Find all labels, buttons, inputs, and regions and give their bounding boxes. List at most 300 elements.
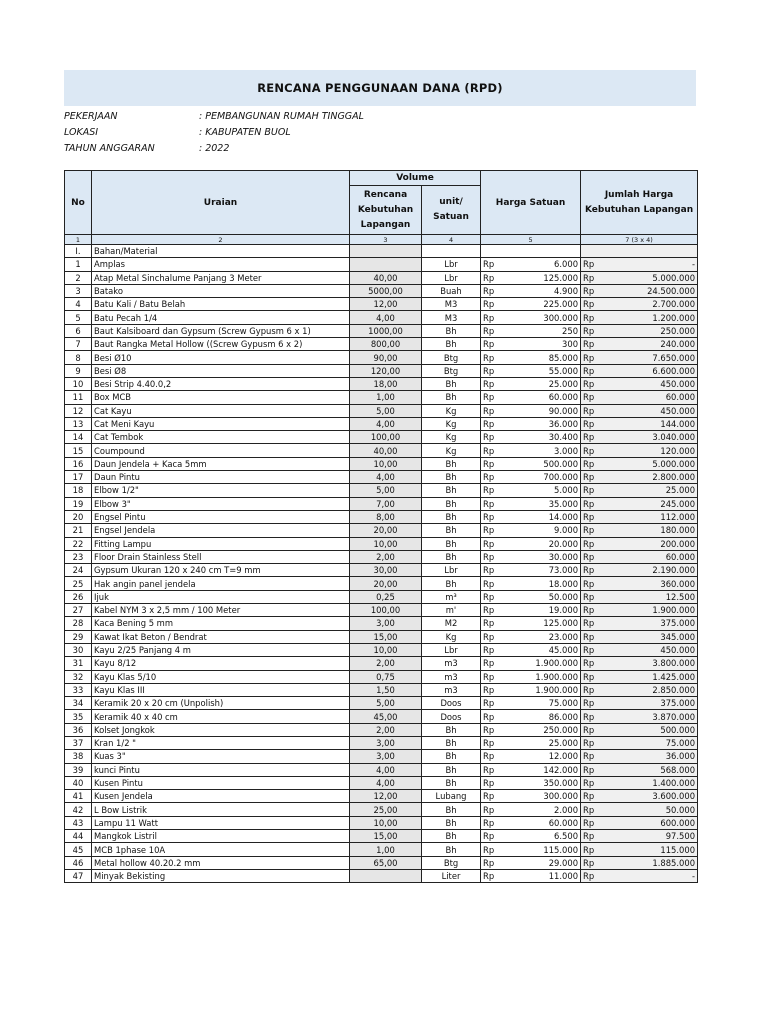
item-no: 21 (65, 524, 92, 537)
item-description: Fitting Lampu (92, 537, 350, 550)
section-row (65, 245, 698, 258)
unit-price: 50.000 (503, 590, 581, 603)
item-description: Batu Kali / Batu Belah (92, 298, 350, 311)
unit-price: 86.000 (503, 710, 581, 723)
price-currency: Rp (481, 564, 503, 577)
item-quantity: 5,00 (350, 404, 422, 417)
header-unit-satuan: unit/ Satuan (422, 186, 481, 235)
total-currency: Rp (581, 590, 603, 603)
total-currency: Rp (581, 391, 603, 404)
document-title: RENCANA PENGGUNAAN DANA (RPD) (257, 81, 503, 95)
item-quantity: 3,00 (350, 736, 422, 749)
unit-price: 300.000 (503, 790, 581, 803)
total-price: 60.000 (603, 391, 698, 404)
item-unit: Bh (422, 550, 481, 563)
price-currency: Rp (481, 377, 503, 390)
item-unit: Lbr (422, 271, 481, 284)
item-no: 10 (65, 377, 92, 390)
table-row (65, 537, 698, 550)
item-description: Atap Metal Sinchalume Panjang 3 Meter (92, 271, 350, 284)
price-currency: Rp (481, 431, 503, 444)
total-price: 50.000 (603, 803, 698, 816)
total-currency: Rp (581, 830, 603, 843)
meta-value: : 2022 (199, 142, 230, 154)
total-currency: Rp (581, 670, 603, 683)
item-description: Keramik 40 x 40 cm (92, 710, 350, 723)
total-price: 5.000.000 (603, 271, 698, 284)
item-description: kunci Pintu (92, 763, 350, 776)
item-quantity (350, 258, 422, 271)
unit-price: 36.000 (503, 417, 581, 430)
unit-price: 20.000 (503, 537, 581, 550)
item-quantity: 4,00 (350, 763, 422, 776)
item-quantity: 2,00 (350, 550, 422, 563)
item-unit: Kg (422, 431, 481, 444)
unit-price: 125.000 (503, 617, 581, 630)
table-row (65, 683, 698, 696)
item-quantity: 10,00 (350, 537, 422, 550)
item-no: 31 (65, 657, 92, 670)
total-price: 115.000 (603, 843, 698, 856)
header-no: No (65, 171, 92, 235)
total-price: 568.000 (603, 763, 698, 776)
empty-cell (481, 245, 503, 258)
item-no: 17 (65, 471, 92, 484)
item-unit: Bh (422, 776, 481, 789)
item-no: 35 (65, 710, 92, 723)
table-row (65, 497, 698, 510)
total-currency: Rp (581, 816, 603, 829)
table-row (65, 404, 698, 417)
item-quantity: 0,75 (350, 670, 422, 683)
table-row (65, 736, 698, 749)
table-row (65, 298, 698, 311)
total-currency: Rp (581, 497, 603, 510)
total-currency: Rp (581, 550, 603, 563)
section-label: Bahan/Material (92, 245, 350, 258)
item-no: 15 (65, 444, 92, 457)
item-quantity: 25,00 (350, 803, 422, 816)
item-description: Kayu Klas III (92, 683, 350, 696)
unit-price: 23.000 (503, 630, 581, 643)
table-header (65, 171, 698, 245)
price-currency: Rp (481, 324, 503, 337)
item-quantity: 4,00 (350, 311, 422, 324)
unit-price: 25.000 (503, 377, 581, 390)
price-currency: Rp (481, 643, 503, 656)
price-currency: Rp (481, 803, 503, 816)
item-quantity: 1,00 (350, 391, 422, 404)
price-currency: Rp (481, 604, 503, 617)
item-description: Cat Meni Kayu (92, 417, 350, 430)
price-currency: Rp (481, 590, 503, 603)
table-row (65, 723, 698, 736)
total-price: 3.040.000 (603, 431, 698, 444)
total-currency: Rp (581, 776, 603, 789)
price-currency: Rp (481, 497, 503, 510)
item-description: Batako (92, 284, 350, 297)
item-quantity: 100,00 (350, 604, 422, 617)
item-quantity: 40,00 (350, 444, 422, 457)
total-currency: Rp (581, 444, 603, 457)
table-row (65, 564, 698, 577)
unit-price: 19.000 (503, 604, 581, 617)
price-currency: Rp (481, 830, 503, 843)
unit-price: 25.000 (503, 736, 581, 749)
item-quantity: 3,00 (350, 617, 422, 630)
meta-label: TAHUN ANGGARAN (64, 142, 155, 154)
unit-price: 3.000 (503, 444, 581, 457)
price-currency: Rp (481, 763, 503, 776)
total-price: 200.000 (603, 537, 698, 550)
table-row (65, 324, 698, 337)
price-currency: Rp (481, 537, 503, 550)
total-price: 2.700.000 (603, 298, 698, 311)
item-unit: Doos (422, 710, 481, 723)
table-row (65, 471, 698, 484)
item-description: Coumpound (92, 444, 350, 457)
unit-price: 18.000 (503, 577, 581, 590)
item-quantity (350, 869, 422, 882)
item-quantity: 65,00 (350, 856, 422, 869)
item-no: 41 (65, 790, 92, 803)
unit-price: 225.000 (503, 298, 581, 311)
total-currency: Rp (581, 324, 603, 337)
item-no: 19 (65, 497, 92, 510)
item-unit: m3 (422, 657, 481, 670)
total-currency: Rp (581, 843, 603, 856)
price-currency: Rp (481, 417, 503, 430)
unit-price: 60.000 (503, 391, 581, 404)
table-row (65, 630, 698, 643)
unit-price: 12.000 (503, 750, 581, 763)
total-currency: Rp (581, 284, 603, 297)
item-no: 47 (65, 869, 92, 882)
item-description: Besi Ø10 (92, 351, 350, 364)
total-price: 245.000 (603, 497, 698, 510)
item-no: 13 (65, 417, 92, 430)
total-price: 60.000 (603, 550, 698, 563)
table-row (65, 271, 698, 284)
table-row (65, 830, 698, 843)
total-price: 1.885.000 (603, 856, 698, 869)
table-row (65, 843, 698, 856)
header-uraian: Uraian (92, 171, 350, 235)
total-price: 2.800.000 (603, 471, 698, 484)
table-row (65, 377, 698, 390)
item-unit: Bh (422, 391, 481, 404)
total-currency: Rp (581, 710, 603, 723)
table-row (65, 484, 698, 497)
total-currency: Rp (581, 351, 603, 364)
total-price: 36.000 (603, 750, 698, 763)
table-row (65, 816, 698, 829)
item-description: Besi Strip 4.40.0,2 (92, 377, 350, 390)
table-row (65, 617, 698, 630)
price-currency: Rp (481, 284, 503, 297)
item-unit: Bh (422, 471, 481, 484)
item-no: 8 (65, 351, 92, 364)
price-currency: Rp (481, 404, 503, 417)
item-unit: Doos (422, 697, 481, 710)
item-quantity: 18,00 (350, 377, 422, 390)
price-currency: Rp (481, 444, 503, 457)
item-quantity: 5000,00 (350, 284, 422, 297)
item-quantity: 4,00 (350, 471, 422, 484)
item-unit: Btg (422, 364, 481, 377)
total-currency: Rp (581, 417, 603, 430)
item-quantity: 5,00 (350, 697, 422, 710)
table-row (65, 604, 698, 617)
unit-price: 30.400 (503, 431, 581, 444)
total-price: 3.870.000 (603, 710, 698, 723)
item-unit: Kg (422, 630, 481, 643)
document-title-banner (64, 70, 696, 106)
item-no: 24 (65, 564, 92, 577)
item-unit: Bh (422, 803, 481, 816)
price-currency: Rp (481, 258, 503, 271)
total-price: 375.000 (603, 697, 698, 710)
price-currency: Rp (481, 630, 503, 643)
unit-price: 142.000 (503, 763, 581, 776)
unit-price: 5.000 (503, 484, 581, 497)
item-no: 34 (65, 697, 92, 710)
price-currency: Rp (481, 736, 503, 749)
price-currency: Rp (481, 670, 503, 683)
meta-row-tahun-anggaran (64, 140, 696, 156)
table-row (65, 790, 698, 803)
empty-cell (350, 245, 422, 258)
total-price: 5.000.000 (603, 457, 698, 470)
item-description: MCB 1phase 10A (92, 843, 350, 856)
index-cell: 3 (350, 235, 422, 245)
table-row (65, 391, 698, 404)
item-unit: Bh (422, 763, 481, 776)
unit-price: 115.000 (503, 843, 581, 856)
item-no: 9 (65, 364, 92, 377)
unit-price: 60.000 (503, 816, 581, 829)
total-price: 240.000 (603, 338, 698, 351)
header-rencana-kebutuhan: Rencana Kebutuhan Lapangan (350, 186, 422, 235)
table-row (65, 590, 698, 603)
total-price: 12.500 (603, 590, 698, 603)
meta-label: LOKASI (64, 126, 99, 138)
item-quantity: 5,00 (350, 484, 422, 497)
price-currency: Rp (481, 351, 503, 364)
unit-price: 300 (503, 338, 581, 351)
item-no: 39 (65, 763, 92, 776)
index-cell: 2 (92, 235, 350, 245)
index-cell: 5 (481, 235, 581, 245)
item-description: Lampu 11 Watt (92, 816, 350, 829)
item-unit: Bh (422, 497, 481, 510)
unit-price: 55.000 (503, 364, 581, 377)
total-currency: Rp (581, 537, 603, 550)
project-meta (64, 108, 696, 156)
item-no: 36 (65, 723, 92, 736)
item-no: 33 (65, 683, 92, 696)
item-unit: Bh (422, 816, 481, 829)
item-description: Kusen Jendela (92, 790, 350, 803)
item-quantity: 3,00 (350, 750, 422, 763)
meta-row-pekerjaan (64, 108, 696, 124)
table-row (65, 657, 698, 670)
item-description: Baut Kalsiboard dan Gypsum (Screw Gypusm 6 x 1) (92, 324, 350, 337)
item-no: 30 (65, 643, 92, 656)
item-description: Floor Drain Stainless Stell (92, 550, 350, 563)
item-no: 26 (65, 590, 92, 603)
total-currency: Rp (581, 338, 603, 351)
price-currency: Rp (481, 816, 503, 829)
item-description: Kabel NYM 3 x 2,5 mm / 100 Meter (92, 604, 350, 617)
total-price: 500.000 (603, 723, 698, 736)
table-row (65, 803, 698, 816)
item-unit: Bh (422, 324, 481, 337)
unit-price: 30.000 (503, 550, 581, 563)
total-price: - (603, 258, 698, 271)
total-currency: Rp (581, 630, 603, 643)
item-no: 40 (65, 776, 92, 789)
item-no: 29 (65, 630, 92, 643)
item-unit: m' (422, 604, 481, 617)
empty-cell (422, 245, 481, 258)
item-unit: Bh (422, 750, 481, 763)
item-quantity: 15,00 (350, 830, 422, 843)
item-description: Kayu 2/25 Panjang 4 m (92, 643, 350, 656)
item-unit: Liter (422, 869, 481, 882)
item-no: 32 (65, 670, 92, 683)
unit-price: 125.000 (503, 271, 581, 284)
item-quantity: 12,00 (350, 298, 422, 311)
table-row (65, 417, 698, 430)
item-quantity: 0,25 (350, 590, 422, 603)
item-quantity: 10,00 (350, 643, 422, 656)
total-price: 144.000 (603, 417, 698, 430)
table-row (65, 524, 698, 537)
total-currency: Rp (581, 577, 603, 590)
unit-price: 29.000 (503, 856, 581, 869)
item-description: Keramik 20 x 20 cm (Unpolish) (92, 697, 350, 710)
index-cell: 1 (65, 235, 92, 245)
item-quantity: 10,00 (350, 457, 422, 470)
total-currency: Rp (581, 723, 603, 736)
item-no: 20 (65, 510, 92, 523)
unit-price: 250.000 (503, 723, 581, 736)
price-currency: Rp (481, 311, 503, 324)
table-row (65, 550, 698, 563)
item-unit: M3 (422, 298, 481, 311)
price-currency: Rp (481, 856, 503, 869)
item-no: 28 (65, 617, 92, 630)
price-currency: Rp (481, 843, 503, 856)
item-unit: Kg (422, 444, 481, 457)
item-quantity: 4,00 (350, 776, 422, 789)
item-quantity: 12,00 (350, 790, 422, 803)
total-currency: Rp (581, 431, 603, 444)
empty-cell (603, 245, 698, 258)
total-price: 250.000 (603, 324, 698, 337)
item-description: Amplas (92, 258, 350, 271)
item-description: Kaca Bening 5 mm (92, 617, 350, 630)
empty-cell (581, 245, 603, 258)
item-unit: Lbr (422, 643, 481, 656)
total-price: 345.000 (603, 630, 698, 643)
item-no: 11 (65, 391, 92, 404)
item-unit: Bh (422, 577, 481, 590)
item-description: L Bow Listrik (92, 803, 350, 816)
total-price: 112.000 (603, 510, 698, 523)
item-description: Kran 1/2 " (92, 736, 350, 749)
total-currency: Rp (581, 763, 603, 776)
total-price: 2.190.000 (603, 564, 698, 577)
item-unit: Btg (422, 856, 481, 869)
total-currency: Rp (581, 657, 603, 670)
total-currency: Rp (581, 643, 603, 656)
total-currency: Rp (581, 790, 603, 803)
item-description: Metal hollow 40.20.2 mm (92, 856, 350, 869)
item-unit: Btg (422, 351, 481, 364)
unit-price: 90.000 (503, 404, 581, 417)
item-unit: Lubang (422, 790, 481, 803)
item-description: Kayu Klas 5/10 (92, 670, 350, 683)
item-no: 12 (65, 404, 92, 417)
item-quantity: 1000,00 (350, 324, 422, 337)
item-unit: Kg (422, 404, 481, 417)
price-currency: Rp (481, 776, 503, 789)
item-no: 37 (65, 736, 92, 749)
total-price: 450.000 (603, 377, 698, 390)
item-quantity: 2,00 (350, 657, 422, 670)
table-row (65, 431, 698, 444)
table-row (65, 750, 698, 763)
item-quantity: 100,00 (350, 431, 422, 444)
item-description: Gypsum Ukuran 120 x 240 cm T=9 mm (92, 564, 350, 577)
unit-price: 75.000 (503, 697, 581, 710)
meta-value: : KABUPATEN BUOL (199, 126, 291, 138)
unit-price: 11.000 (503, 869, 581, 882)
item-unit: Bh (422, 377, 481, 390)
price-currency: Rp (481, 550, 503, 563)
unit-price: 250 (503, 324, 581, 337)
table-row (65, 351, 698, 364)
item-no: 25 (65, 577, 92, 590)
item-unit: Bh (422, 537, 481, 550)
total-price: 97.500 (603, 830, 698, 843)
total-price: 1.200.000 (603, 311, 698, 324)
total-price: 3.800.000 (603, 657, 698, 670)
table-row (65, 284, 698, 297)
item-quantity: 15,00 (350, 630, 422, 643)
table-row (65, 670, 698, 683)
table-row (65, 444, 698, 457)
item-no: 1 (65, 258, 92, 271)
price-currency: Rp (481, 364, 503, 377)
item-description: Ijuk (92, 590, 350, 603)
table-row (65, 311, 698, 324)
price-currency: Rp (481, 869, 503, 882)
unit-price: 45.000 (503, 643, 581, 656)
price-currency: Rp (481, 471, 503, 484)
price-currency: Rp (481, 657, 503, 670)
item-quantity: 20,00 (350, 577, 422, 590)
item-unit: Bh (422, 338, 481, 351)
total-currency: Rp (581, 271, 603, 284)
meta-value: : PEMBANGUNAN RUMAH TINGGAL (199, 110, 364, 122)
item-no: 38 (65, 750, 92, 763)
total-currency: Rp (581, 484, 603, 497)
item-unit: m3 (422, 683, 481, 696)
total-price: 450.000 (603, 643, 698, 656)
